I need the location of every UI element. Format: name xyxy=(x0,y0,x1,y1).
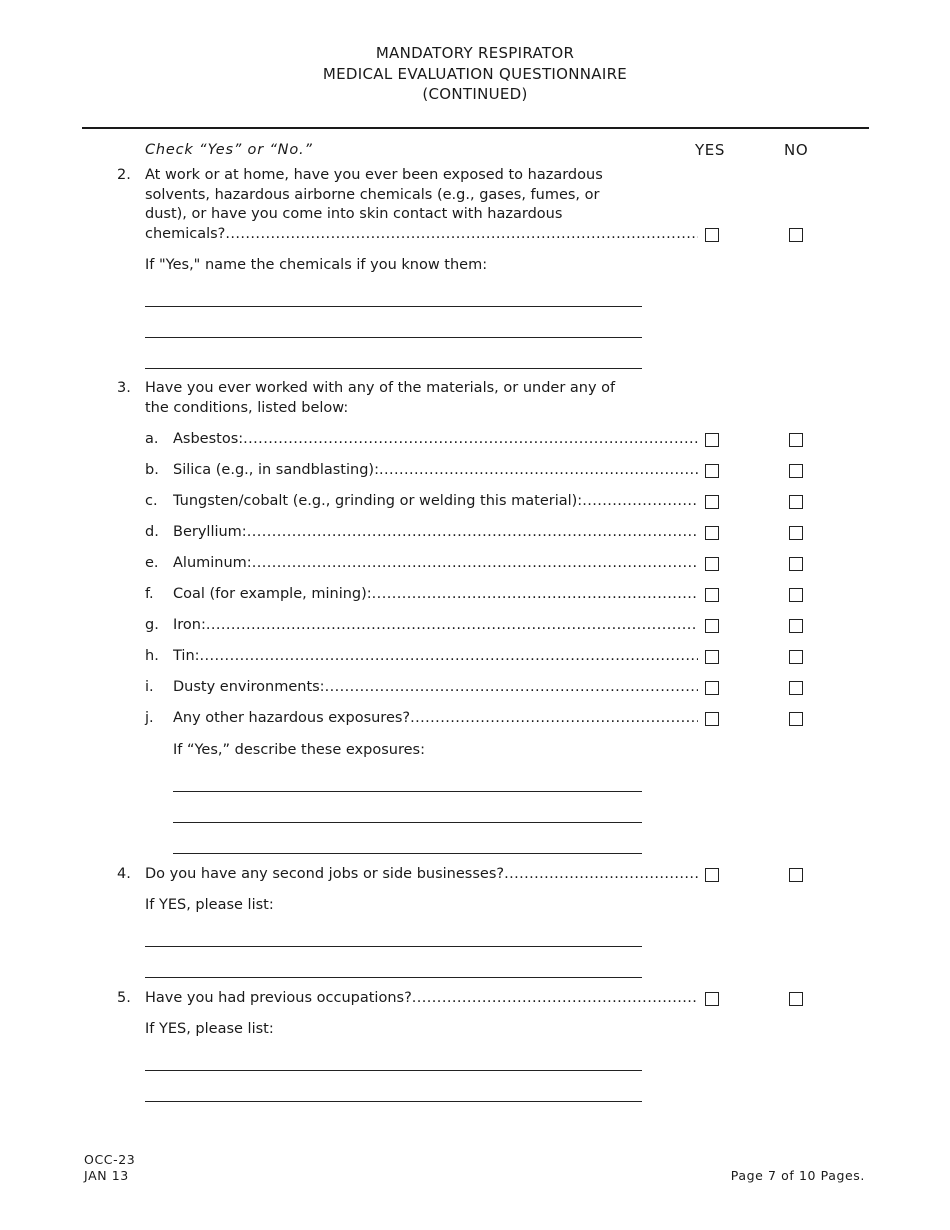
item-3c-label: Tungsten/cobalt (e.g., grinding or welding this material): xyxy=(173,493,583,509)
item-3c-letter: c. xyxy=(145,493,158,509)
instruction-text: Check “Yes” or “No.” xyxy=(145,142,313,158)
question-5-answer-line-1[interactable] xyxy=(145,1070,642,1071)
leader-dots xyxy=(252,554,698,574)
question-2-no-checkbox[interactable] xyxy=(789,228,803,242)
leader-dots xyxy=(325,678,698,698)
item-3j-label: Any other hazardous exposures? xyxy=(173,710,411,726)
form-title-line-2: MEDICAL EVALUATION QUESTIONNAIRE xyxy=(322,64,628,83)
item-3i xyxy=(173,678,698,698)
item-3e-no-checkbox[interactable] xyxy=(789,557,803,571)
question-3-answer-line-3[interactable] xyxy=(173,853,642,854)
yes-column-header: YES xyxy=(695,141,725,159)
item-3d-yes-checkbox[interactable] xyxy=(705,526,719,540)
question-5-yes-checkbox[interactable] xyxy=(705,992,719,1006)
question-4-followup: If YES, please list: xyxy=(145,897,274,913)
leader-dots xyxy=(200,647,698,667)
item-3b xyxy=(173,461,698,481)
header-divider xyxy=(82,127,869,129)
item-3b-no-checkbox[interactable] xyxy=(789,464,803,478)
item-3h-label: Tin: xyxy=(173,648,200,664)
item-3j xyxy=(173,709,698,729)
question-3-number: 3. xyxy=(117,380,131,396)
item-3d-no-checkbox[interactable] xyxy=(789,526,803,540)
leader-dots xyxy=(247,523,698,543)
item-3i-yes-checkbox[interactable] xyxy=(705,681,719,695)
item-3a-yes-checkbox[interactable] xyxy=(705,433,719,447)
item-3e xyxy=(173,554,698,574)
question-5-answer-line-2[interactable] xyxy=(145,1101,642,1102)
form-date: JAN 13 xyxy=(84,1168,129,1183)
question-4-text: Do you have any second jobs or side businesses? xyxy=(145,866,505,882)
item-3a-label: Asbestos: xyxy=(173,431,244,447)
question-2-answer-line-3[interactable] xyxy=(145,368,642,369)
question-5-followup: If YES, please list: xyxy=(145,1021,274,1037)
form-id: OCC-23 xyxy=(84,1152,136,1167)
item-3f xyxy=(173,585,698,605)
item-3f-no-checkbox[interactable] xyxy=(789,588,803,602)
item-3c xyxy=(173,492,698,512)
question-3-answer-line-2[interactable] xyxy=(173,822,642,823)
leader-dots xyxy=(412,989,698,1009)
no-column-header: NO xyxy=(784,141,809,159)
leader-dots xyxy=(582,492,698,512)
question-2-answer-line-2[interactable] xyxy=(145,337,642,338)
question-2-answer-line-1[interactable] xyxy=(145,306,642,307)
item-3j-letter: j. xyxy=(145,710,154,726)
question-2-number: 2. xyxy=(117,167,131,183)
item-3f-label: Coal (for example, mining): xyxy=(173,586,372,602)
question-4-answer-line-2[interactable] xyxy=(145,977,642,978)
item-3h xyxy=(173,647,698,667)
question-4 xyxy=(145,865,698,885)
item-3b-letter: b. xyxy=(145,462,159,478)
item-3d-label: Beryllium: xyxy=(173,524,247,540)
question-2-line-4-text: chemicals? xyxy=(145,226,226,242)
item-3h-no-checkbox[interactable] xyxy=(789,650,803,664)
form-title-line-1: MANDATORY RESPIRATOR xyxy=(375,44,575,62)
question-5 xyxy=(145,989,698,1009)
leader-dots xyxy=(372,585,698,605)
item-3d xyxy=(173,523,698,543)
question-2-line-3: dust), or have you come into skin contact with hazardous xyxy=(145,206,563,222)
question-2-followup: If "Yes," name the chemicals if you know them: xyxy=(145,257,488,273)
page-number: Page 7 of 10 Pages. xyxy=(730,1168,865,1183)
item-3i-letter: i. xyxy=(145,679,154,695)
question-2-line-4 xyxy=(145,225,698,245)
question-4-number: 4. xyxy=(117,866,131,882)
item-3d-letter: d. xyxy=(145,524,159,540)
form-title-line-3: (CONTINUED) xyxy=(422,85,528,103)
item-3a xyxy=(173,430,698,450)
leader-dots xyxy=(410,709,698,729)
item-3g-label: Iron: xyxy=(173,617,206,633)
question-4-yes-checkbox[interactable] xyxy=(705,868,719,882)
item-3b-yes-checkbox[interactable] xyxy=(705,464,719,478)
item-3i-no-checkbox[interactable] xyxy=(789,681,803,695)
item-3h-yes-checkbox[interactable] xyxy=(705,650,719,664)
question-4-no-checkbox[interactable] xyxy=(789,868,803,882)
item-3c-yes-checkbox[interactable] xyxy=(705,495,719,509)
item-3e-label: Aluminum: xyxy=(173,555,252,571)
question-5-no-checkbox[interactable] xyxy=(789,992,803,1006)
item-3a-no-checkbox[interactable] xyxy=(789,433,803,447)
question-3-followup: If “Yes,” describe these exposures: xyxy=(173,742,425,758)
question-5-number: 5. xyxy=(117,990,131,1006)
item-3j-no-checkbox[interactable] xyxy=(789,712,803,726)
item-3a-letter: a. xyxy=(145,431,159,447)
question-4-answer-line-1[interactable] xyxy=(145,946,642,947)
item-3h-letter: h. xyxy=(145,648,159,664)
item-3g-yes-checkbox[interactable] xyxy=(705,619,719,633)
question-2-line-2: solvents, hazardous airborne chemicals (e.g., gases, fumes, or xyxy=(145,187,600,203)
leader-dots xyxy=(206,616,698,636)
item-3g xyxy=(173,616,698,636)
item-3e-letter: e. xyxy=(145,555,159,571)
question-3-line-2: the conditions, listed below: xyxy=(145,400,349,416)
leader-dots xyxy=(504,865,698,885)
item-3e-yes-checkbox[interactable] xyxy=(705,557,719,571)
item-3g-letter: g. xyxy=(145,617,159,633)
item-3c-no-checkbox[interactable] xyxy=(789,495,803,509)
question-3-answer-line-1[interactable] xyxy=(173,791,642,792)
item-3i-label: Dusty environments: xyxy=(173,679,325,695)
item-3f-yes-checkbox[interactable] xyxy=(705,588,719,602)
item-3b-label: Silica (e.g., in sandblasting): xyxy=(173,462,379,478)
leader-dots xyxy=(225,225,698,245)
item-3g-no-checkbox[interactable] xyxy=(789,619,803,633)
question-2-yes-checkbox[interactable] xyxy=(705,228,719,242)
item-3f-letter: f. xyxy=(145,586,154,602)
question-3-line-1: Have you ever worked with any of the materials, or under any of xyxy=(145,380,616,396)
leader-dots xyxy=(379,461,698,481)
question-5-text: Have you had previous occupations? xyxy=(145,990,412,1006)
question-2-line-1: At work or at home, have you ever been exposed to hazardous xyxy=(145,167,603,183)
leader-dots xyxy=(243,430,698,450)
item-3j-yes-checkbox[interactable] xyxy=(705,712,719,726)
form-title xyxy=(0,43,950,105)
